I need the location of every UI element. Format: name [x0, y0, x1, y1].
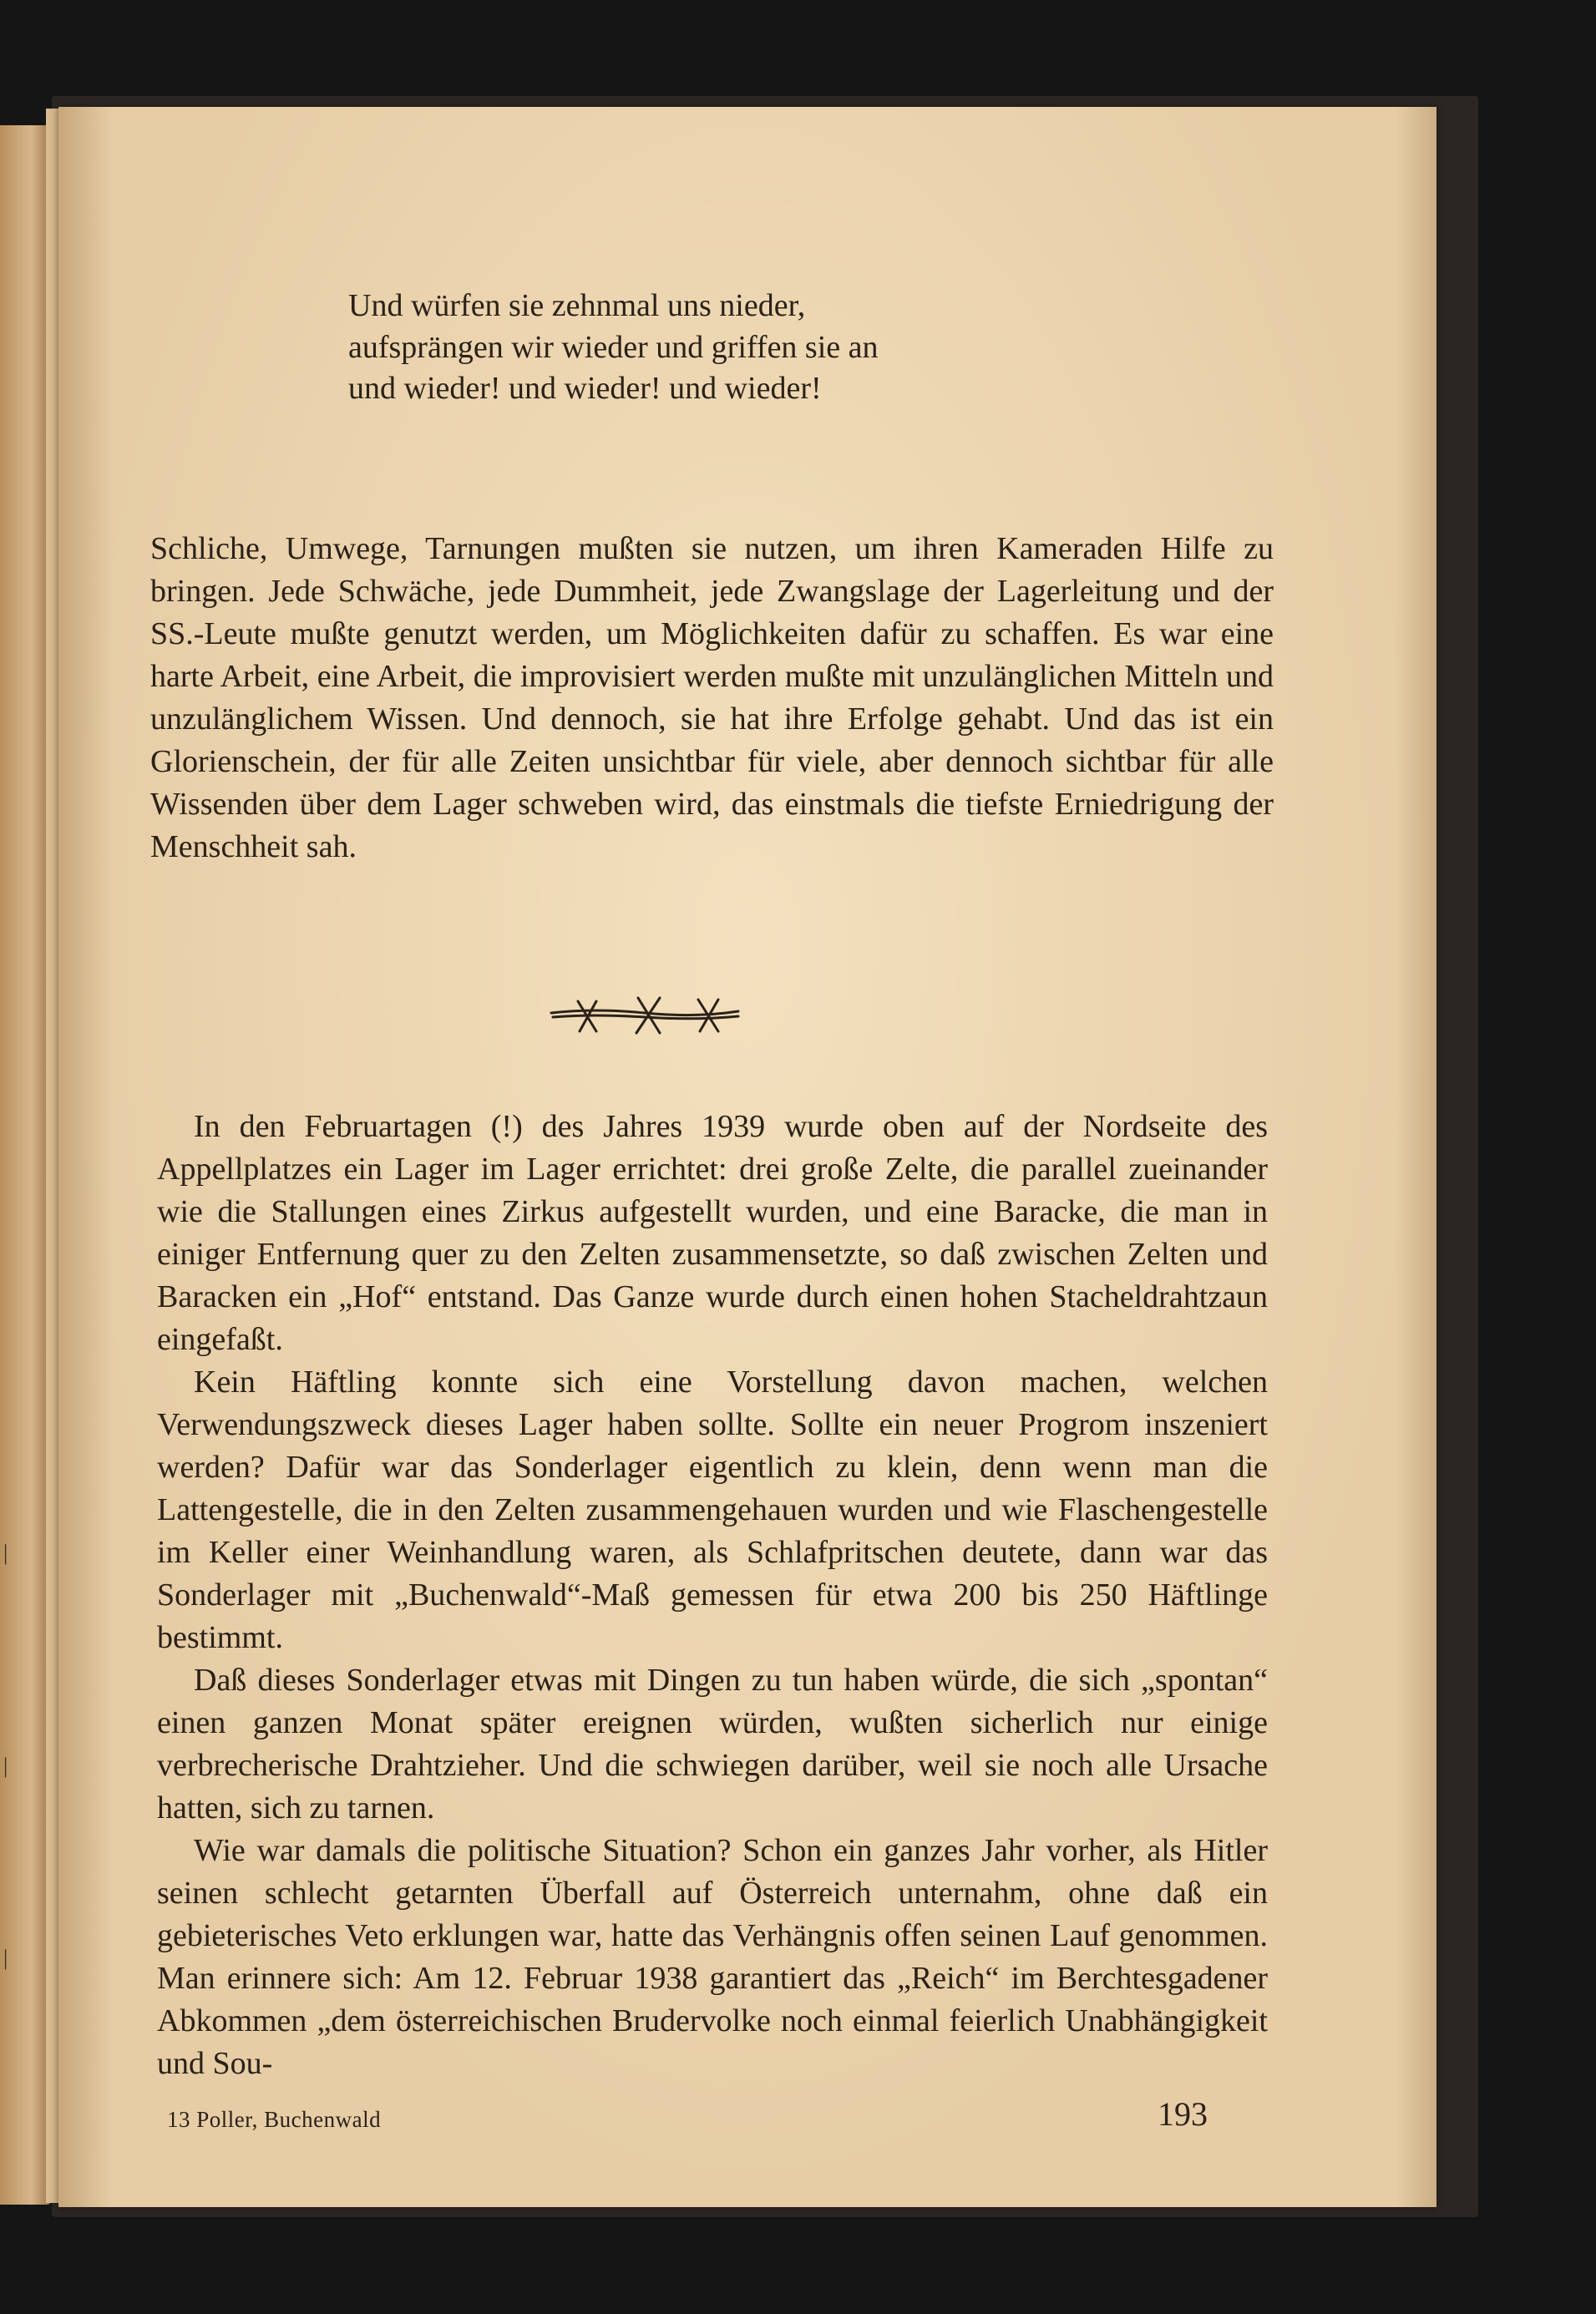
left-page-fragment: | — [3, 1946, 8, 1970]
paragraph: Daß dieses Sonderlager etwas mit Dingen zu tun haben würde, die sich „spontan“ einen ganzen Monat später ereignen würden, wußten sicherlich nur einige verbrecherische Drahtzieher. Und die schwiegen darüber, weil sie noch alle Ursache hatten, sich zu tarnen. — [157, 1663, 1268, 1825]
barbed-wire-ornament-icon — [545, 978, 745, 1045]
verse-line: aufsprängen wir wieder und griffen sie an — [348, 329, 879, 365]
left-page-edge — [0, 125, 52, 2205]
paragraph: Schliche, Umwege, Tarnungen mußten sie nutzen, um ihren Kameraden Hilfe zu bringen. Jede Schwäche, jede Dummheit, jede Zwangslage der Lagerleitung und der SS.-Leute mußte genutzt werden, um Möglichkeiten dafür zu schaffen. Es war eine harte Arbeit, eine Arbeit, die improvisiert werden mußte mit unzulänglichen Mitteln und unzulänglichem Wissen. Und dennoch, sie hat ihre Erfolge gehabt. Und das ist ein Glorienschein, der für alle Zeiten unsichtbar für viele, aber dennoch sichtbar für alle Wissenden über dem Lager schweben wird, das einstmals die tiefste Erniedrigung der Menschheit sah. — [150, 531, 1274, 864]
book-page — [58, 107, 1436, 2207]
page-number: 193 — [1158, 2095, 1208, 2133]
left-page-fragment: | — [3, 1754, 8, 1778]
text-block-upper — [150, 528, 1274, 868]
verse-block — [348, 286, 1100, 410]
paragraph: Wie war damals die politische Situation? Schon ein ganzes Jahr vorher, als Hitler seinen schlecht getarnten Überfall auf Österreich unternahm, ohne daß ein gebieterisches Veto erklungen war, hatte das Verhängnis offen seinen Lauf genommen. Man erinnere sich: Am 12. Februar 1938 garantiert das „Reich“ im Berchtesgadener Abkommen „dem österreichischen Brudervolke noch einmal feierlich Unabhängigkeit und Sou- — [157, 1833, 1268, 2081]
verse-line: Und würfen sie zehnmal uns nieder, — [348, 288, 806, 323]
paragraph: In den Februartagen (!) des Jahres 1939 wurde oben auf der Nordseite des Appellplatzes ein Lager im Lager errichtet: drei große Zelte, die parallel zueinander wie die Stallungen eines Zirkus aufgestellt wurden, und eine Baracke, die man in einiger Entfernung quer zu den Zelten zusammensetzte, so daß zwischen Zelten und Baracken ein „Hof“ entstand. Das Ganze wurde durch einen hohen Stacheldrahtzaun eingefaßt. — [157, 1109, 1268, 1357]
left-page-fragment: | — [3, 1541, 8, 1565]
paragraph: Kein Häftling konnte sich eine Vorstellung davon machen, welchen Verwendungszweck dieses Lager haben sollte. Sollte ein neuer Progrom inszeniert werden? Dafür war das Sonderlager eigentlich zu klein, denn wenn man die Lattengestelle, die in den Zelten zusammengehauen wurden und wie Flaschengestelle im Keller einer Weinhandlung waren, als Schlafpritschen deutete, dann war das Sonderlager mit „Buchenwald“-Maß gemessen für etwa 200 bis 250 Häftlinge bestimmt. — [157, 1365, 1268, 1655]
text-block-lower — [157, 1106, 1268, 2085]
footer-signature: 13 Poller, Buchenwald — [167, 2107, 382, 2132]
verse-line: und wieder! und wieder! und wieder! — [348, 371, 822, 406]
